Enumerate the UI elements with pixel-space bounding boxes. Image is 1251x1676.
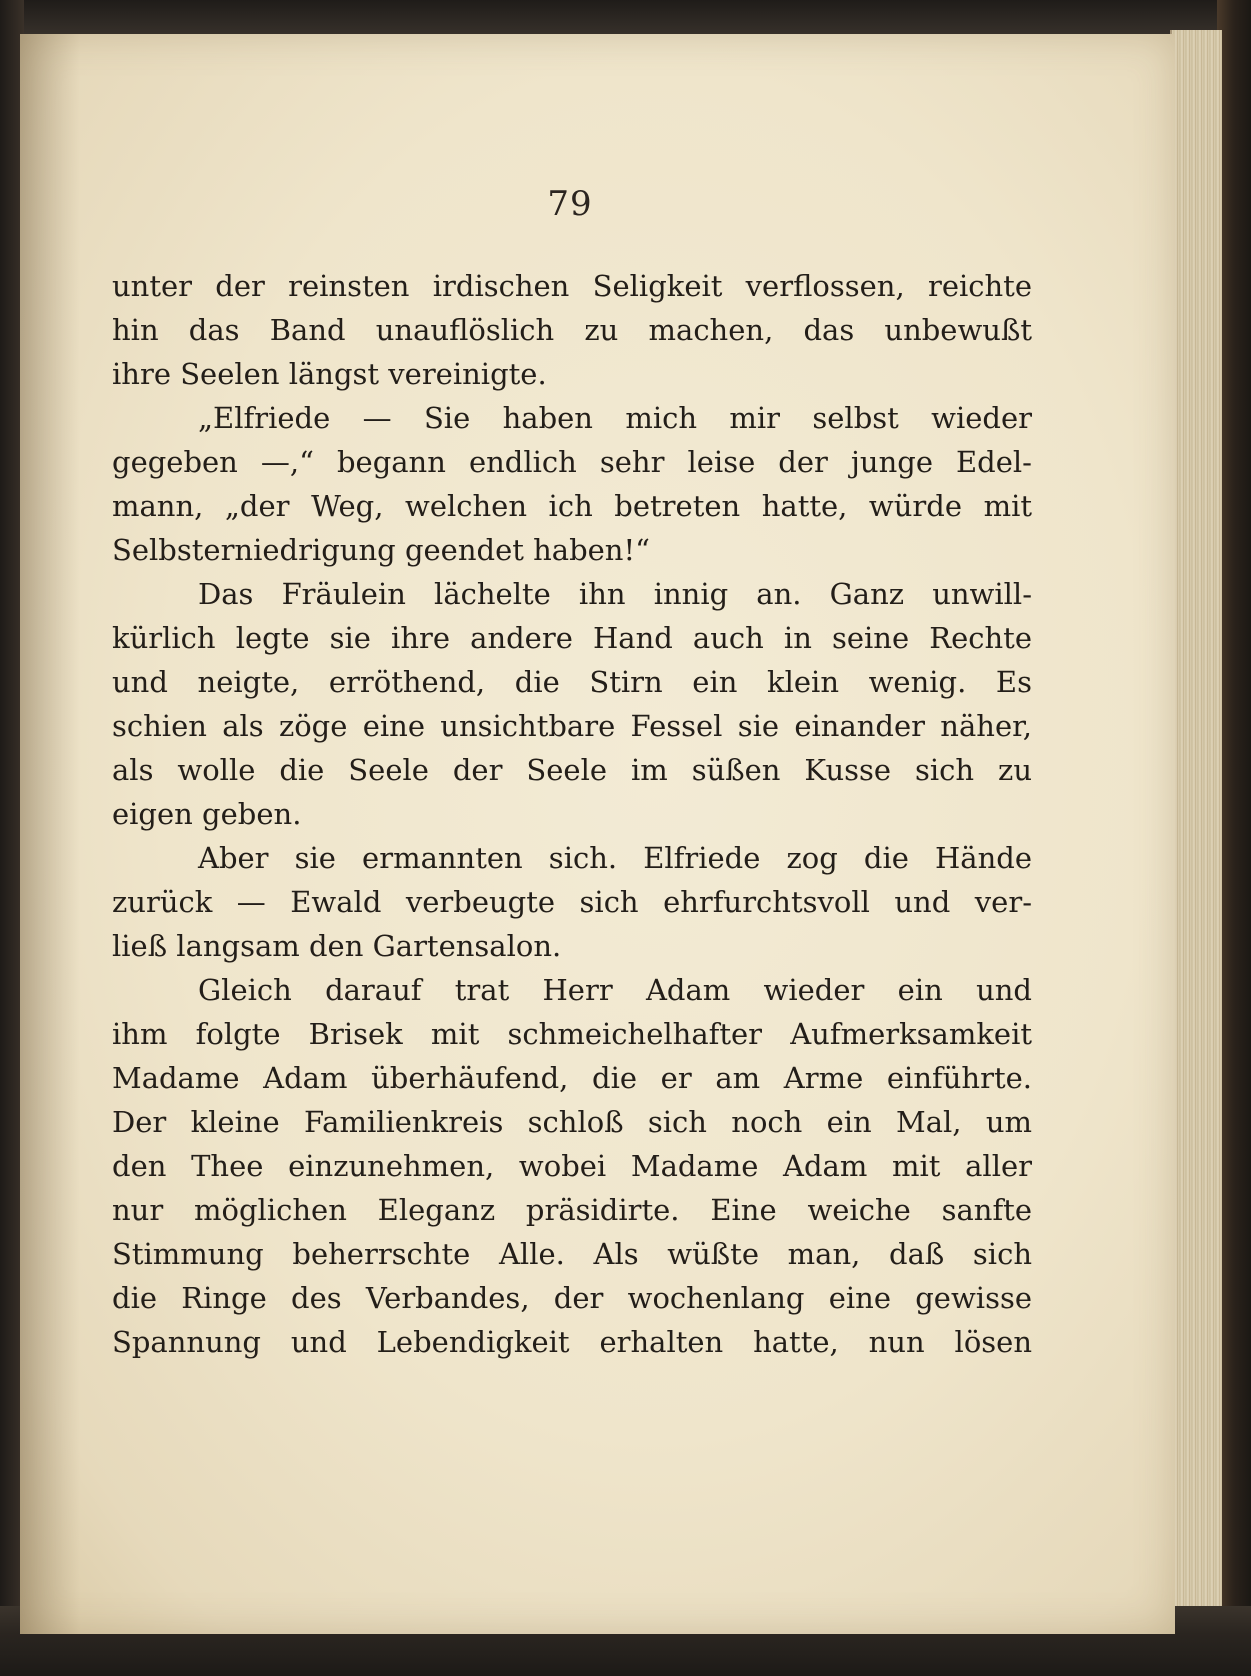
text-line: und neigte, erröthend, die Stirn ein klein wenig. Es [112, 665, 1032, 699]
text-line: Gleich darauf trat Herr Adam wieder ein und [198, 973, 1032, 1007]
text-line: ließ langsam den Gartensalon. [112, 929, 562, 963]
text-line: Das Fräulein lächelte ihn innig an. Ganz unwill- [198, 577, 1032, 611]
book-cover-right [1217, 0, 1251, 1676]
text-line: ihre Seelen längst vereinigte. [112, 357, 547, 391]
text-line: eigen geben. [112, 797, 302, 831]
text-line: Der kleine Familienkreis schloß sich noch ein Mal, um [112, 1105, 1032, 1139]
text-line: die Ringe des Verbandes, der wochenlang eine gewisse [112, 1281, 1032, 1315]
text-line: zurück — Ewald verbeugte sich ehrfurchtsvoll und ver- [112, 885, 1032, 919]
text-line: Spannung und Lebendigkeit erhalten hatte, nun lösen [112, 1325, 1032, 1359]
text-line: hin das Band unauflöslich zu machen, das unbewußt [112, 313, 1032, 347]
body-text [112, 264, 1032, 1364]
text-line: gegeben —,“ begann endlich sehr leise der junge Edel- [112, 445, 1032, 479]
text-line: den Thee einzunehmen, wobei Madame Adam mit aller [112, 1149, 1032, 1183]
text-line: unter der reinsten irdischen Seligkeit verflossen, reichte [112, 269, 1032, 303]
text-line: „Elfriede — Sie haben mich mir selbst wieder [198, 401, 1032, 435]
text-line: nur möglichen Eleganz präsidirte. Eine weiche sanfte [112, 1193, 1032, 1227]
text-line: kürlich legte sie ihre andere Hand auch in seine Rechte [112, 621, 1032, 655]
text-line: ihm folgte Brisek mit schmeichelhafter Aufmerksamkeit [112, 1017, 1032, 1051]
text-line: schien als zöge eine unsichtbare Fessel sie einander näher, [112, 709, 1032, 743]
page-number: 79 [547, 184, 593, 224]
text-line: als wolle die Seele der Seele im süßen Kusse sich zu [112, 753, 1032, 787]
text-line: mann, „der Weg, welchen ich betreten hatte, würde mit [112, 489, 1032, 523]
text-line: Stimmung beherrschte Alle. Als wüßte man, daß sich [112, 1237, 1032, 1271]
text-line: Aber sie ermannten sich. Elfriede zog die Hände [198, 841, 1032, 875]
page-edges [1170, 30, 1222, 1630]
paper-page [20, 34, 1175, 1634]
text-line: Madame Adam überhäufend, die er am Arme einführte. [112, 1061, 1032, 1095]
text-line: Selbsterniedrigung geendet haben!“ [112, 533, 650, 567]
gutter-shadow [20, 34, 80, 1634]
